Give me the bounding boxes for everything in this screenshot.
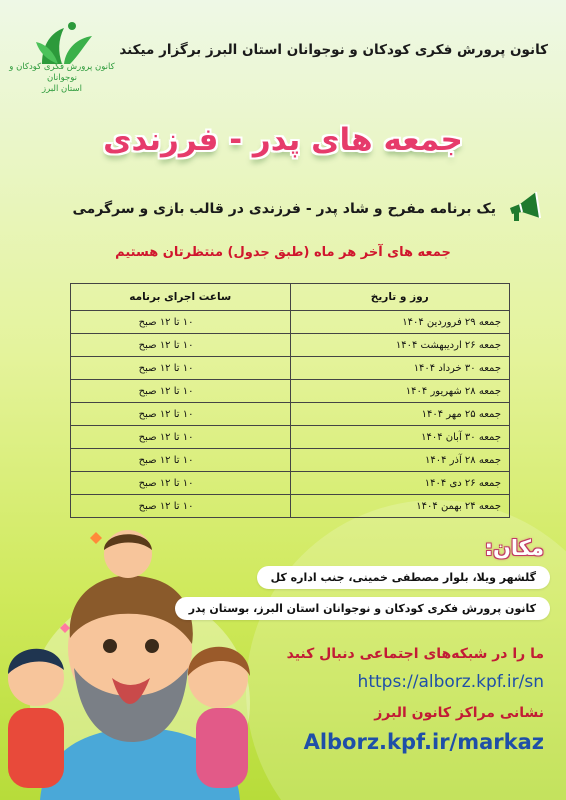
time-cell: ۱۰ تا ۱۲ صبح bbox=[71, 403, 291, 426]
time-cell: ۱۰ تا ۱۲ صبح bbox=[71, 495, 291, 518]
centers-label: نشانی مراکز کانون البرز bbox=[374, 705, 544, 721]
family-illustration bbox=[0, 528, 300, 800]
table-row bbox=[71, 472, 510, 495]
social-link[interactable]: https://alborz.kpf.ir/sn bbox=[357, 672, 544, 692]
time-cell: ۱۰ تا ۱۲ صبح bbox=[71, 380, 291, 403]
date-cell: جمعه ۲۶ اردیبهشت ۱۴۰۴ bbox=[290, 334, 510, 357]
date-cell: جمعه ۲۸ آذر ۱۴۰۴ bbox=[290, 449, 510, 472]
org-logo-label-line2: استان البرز bbox=[42, 84, 82, 94]
date-cell: جمعه ۲۶ دی ۱۴۰۴ bbox=[290, 472, 510, 495]
organizer-header: کانون پرورش فکری کودکان و نوجوانان استان البرز برگزار میکند bbox=[119, 42, 548, 58]
org-logo-label-line1: کانون پرورش فکری کودکان و نوجوانان bbox=[9, 62, 115, 83]
location-heading: مکان: bbox=[484, 536, 544, 560]
date-cell: جمعه ۲۹ فروردین ۱۴۰۴ bbox=[290, 311, 510, 334]
date-cell: جمعه ۲۴ بهمن ۱۴۰۴ bbox=[290, 495, 510, 518]
time-cell: ۱۰ تا ۱۲ صبح bbox=[71, 426, 291, 449]
time-cell: ۱۰ تا ۱۲ صبح bbox=[71, 357, 291, 380]
location-address-line1: گلشهر ویلا، بلوار مصطفی خمینی، جنب اداره کل bbox=[257, 566, 550, 589]
table-row bbox=[71, 334, 510, 357]
table-row bbox=[71, 403, 510, 426]
centers-link[interactable]: Alborz.kpf.ir/markaz bbox=[303, 730, 544, 754]
schedule-table bbox=[70, 283, 510, 518]
page-title: جمعه های پدر - فرزندی bbox=[103, 122, 463, 158]
date-cell: جمعه ۳۰ آبان ۱۴۰۴ bbox=[290, 426, 510, 449]
table-row bbox=[71, 380, 510, 403]
table-row bbox=[71, 426, 510, 449]
date-column-header: روز و تاریخ bbox=[290, 284, 510, 311]
time-cell: ۱۰ تا ۱۲ صبح bbox=[71, 311, 291, 334]
table-row bbox=[71, 311, 510, 334]
program-description: یک برنامه مفرح و شاد پدر - فرزندی در قالب بازی و سرگرمی bbox=[72, 201, 496, 217]
time-cell: ۱۰ تا ۱۲ صبح bbox=[71, 449, 291, 472]
social-label: ما را در شبکه‌های اجتماعی دنبال کنید bbox=[286, 646, 544, 662]
table-row bbox=[71, 495, 510, 518]
horn-icon bbox=[506, 188, 546, 224]
date-cell: جمعه ۳۰ خرداد ۱۴۰۴ bbox=[290, 357, 510, 380]
org-logo-label bbox=[6, 62, 118, 95]
time-cell: ۱۰ تا ۱۲ صبح bbox=[71, 472, 291, 495]
date-cell: جمعه ۲۸ شهریور ۱۴۰۴ bbox=[290, 380, 510, 403]
table-row bbox=[71, 357, 510, 380]
schedule-notice: جمعه های آخر هر ماه (طبق جدول) منتظرتان هستیم bbox=[115, 245, 451, 260]
table-header-row bbox=[71, 284, 510, 311]
time-column-header: ساعت اجرای برنامه bbox=[71, 284, 291, 311]
time-cell: ۱۰ تا ۱۲ صبح bbox=[71, 334, 291, 357]
location-address-line2: کانون پرورش فکری کودکان و نوجوانان استان البرز، بوستان پدر bbox=[175, 597, 550, 620]
table-row bbox=[71, 449, 510, 472]
date-cell: جمعه ۲۵ مهر ۱۴۰۴ bbox=[290, 403, 510, 426]
